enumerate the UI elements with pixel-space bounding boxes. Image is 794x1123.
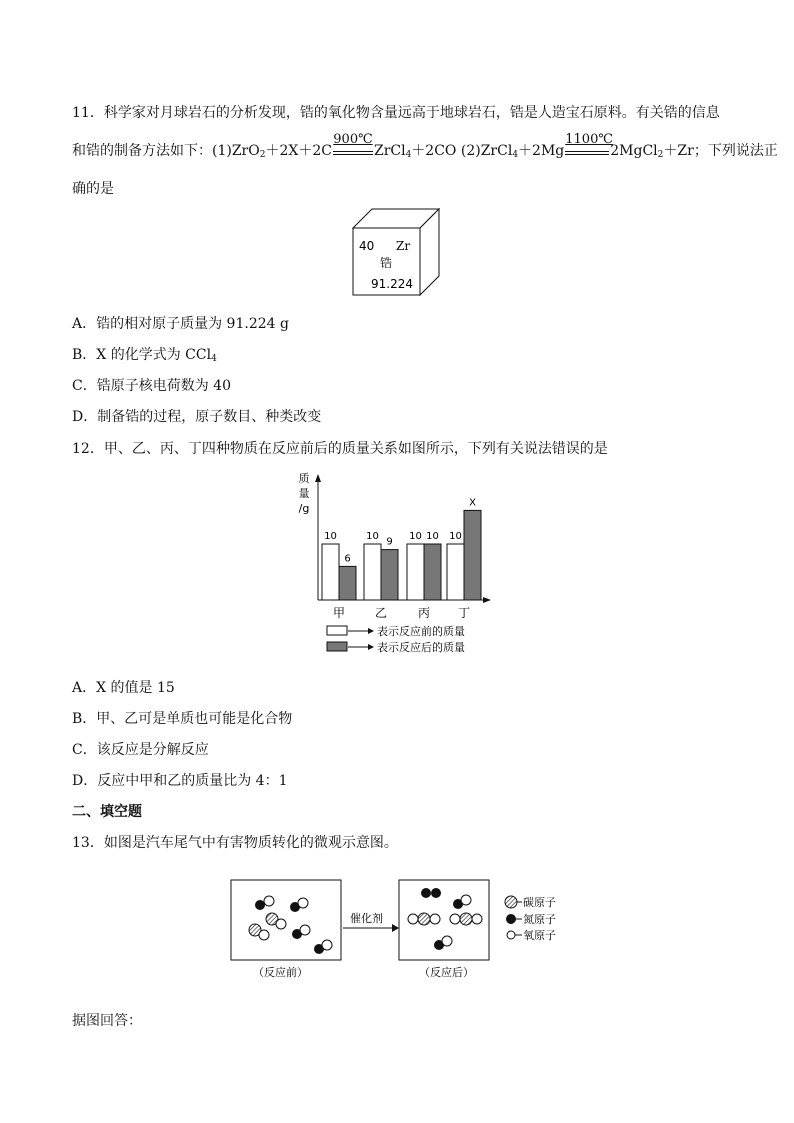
bar-before-2: [407, 544, 424, 600]
element-card: [350, 206, 442, 298]
element-mass: 91.224: [371, 277, 413, 291]
bar-label-2-1: 10: [426, 531, 439, 542]
bar-before-3: [447, 544, 464, 600]
legend-swatch-1: [327, 642, 347, 651]
svg-text:碳原子: 碳原子: [523, 896, 556, 909]
bar-label-0-1: 6: [344, 553, 351, 565]
after-caption: （反应后）: [419, 966, 474, 979]
bar-label-1-1: 9: [386, 536, 393, 548]
svg-text:氧原子: 氧原子: [523, 929, 556, 942]
q13-answer-prompt: 据图回答：: [72, 1013, 142, 1029]
bar-label-0-0: 10: [324, 531, 337, 542]
svg-text:氮原子: 氮原子: [523, 913, 556, 926]
q11-stem-line2: 和锆的制备方法如下：(1)ZrO$_2$＋2X＋2C 900℃ ZrCl$_4$＋2CO (2)ZrCl$_4$＋2Mg 1100℃ 2MgCl$_2$＋Zr；下列说法正: [72, 132, 778, 160]
oxygen-atom-icon: [507, 931, 515, 939]
bar-before-0: [322, 544, 339, 600]
q13-stem: 13．如图是汽车尾气中有害物质转化的微观示意图。: [72, 835, 398, 851]
q11-stem-line3: 确的是: [72, 181, 114, 197]
section-title: 二、填空题: [72, 804, 142, 820]
y-axis-label-part: /g: [298, 502, 310, 515]
bar-label-3-1: X: [469, 497, 476, 509]
q11-option-c: C．锆原子核电荷数为 40: [72, 378, 231, 394]
bar-label-2-0: 10: [409, 531, 422, 542]
q11-option-b: B．X 的化学式为 CCl$_4$: [72, 347, 217, 364]
q12-option-c: C．该反应是分解反应: [72, 742, 209, 758]
element-symbol: Zr: [396, 239, 411, 253]
legend-label-1: 表示反应后的质量: [377, 641, 465, 654]
bar-before-1: [364, 544, 381, 600]
q12-option-b: B．甲、乙可是单质也可能是化合物: [72, 711, 293, 727]
y-axis-arrow: [315, 474, 321, 482]
catalyst-label: 催化剂: [350, 912, 383, 925]
y-axis-label-part: 量: [298, 487, 310, 500]
bar-after-1: [381, 550, 398, 600]
category-label-3: 丁: [457, 606, 471, 620]
bar-label-3-0: 10: [449, 531, 462, 542]
x-axis-arrow: [483, 597, 491, 603]
q12-stem: 12．甲、乙、丙、丁四种物质在反应前后的质量关系如图所示，下列有关说法错误的是: [72, 441, 608, 457]
category-label-2: 丙: [417, 606, 431, 620]
category-label-0: 甲: [332, 606, 346, 620]
legend-label-0: 表示反应前的质量: [377, 625, 465, 638]
bar-label-1-0: 10: [366, 531, 379, 542]
reaction-micro-diagram: [225, 874, 585, 986]
bar-after-2: [424, 544, 441, 600]
legend-arrowhead-1: [368, 644, 374, 650]
bar-after-0: [339, 566, 356, 600]
mass-bar-chart: [290, 468, 510, 658]
category-label-1: 乙: [374, 606, 388, 620]
bar-after-3: [464, 510, 481, 600]
q12-option-a: A．X 的值是 15: [72, 680, 175, 696]
element-number: 40: [359, 239, 375, 253]
element-name: 锆: [380, 256, 393, 270]
q11-option-d: D．制备锆的过程，原子数目、种类改变: [72, 409, 322, 425]
reaction-condition-2: 1100℃: [565, 145, 609, 155]
legend-swatch-0: [327, 626, 347, 635]
carbon-atom-icon: [505, 896, 517, 908]
q11-stem-line1: 11．科学家对月球岩石的分析发现，锆的氧化物含量远高于地球岩石，锆是人造宝石原料。有关锆的信息: [72, 105, 720, 121]
legend-arrowhead-0: [368, 628, 374, 634]
reaction-condition-1: 900℃: [333, 145, 373, 155]
y-axis-label-part: 质: [298, 472, 310, 485]
q11-option-a: A．锆的相对原子质量为 91.224 g: [72, 316, 289, 332]
q12-option-d: D．反应中甲和乙的质量比为 4：1: [72, 773, 288, 789]
before-caption: （反应前）: [253, 966, 308, 979]
nitrogen-atom-icon: [506, 914, 516, 924]
